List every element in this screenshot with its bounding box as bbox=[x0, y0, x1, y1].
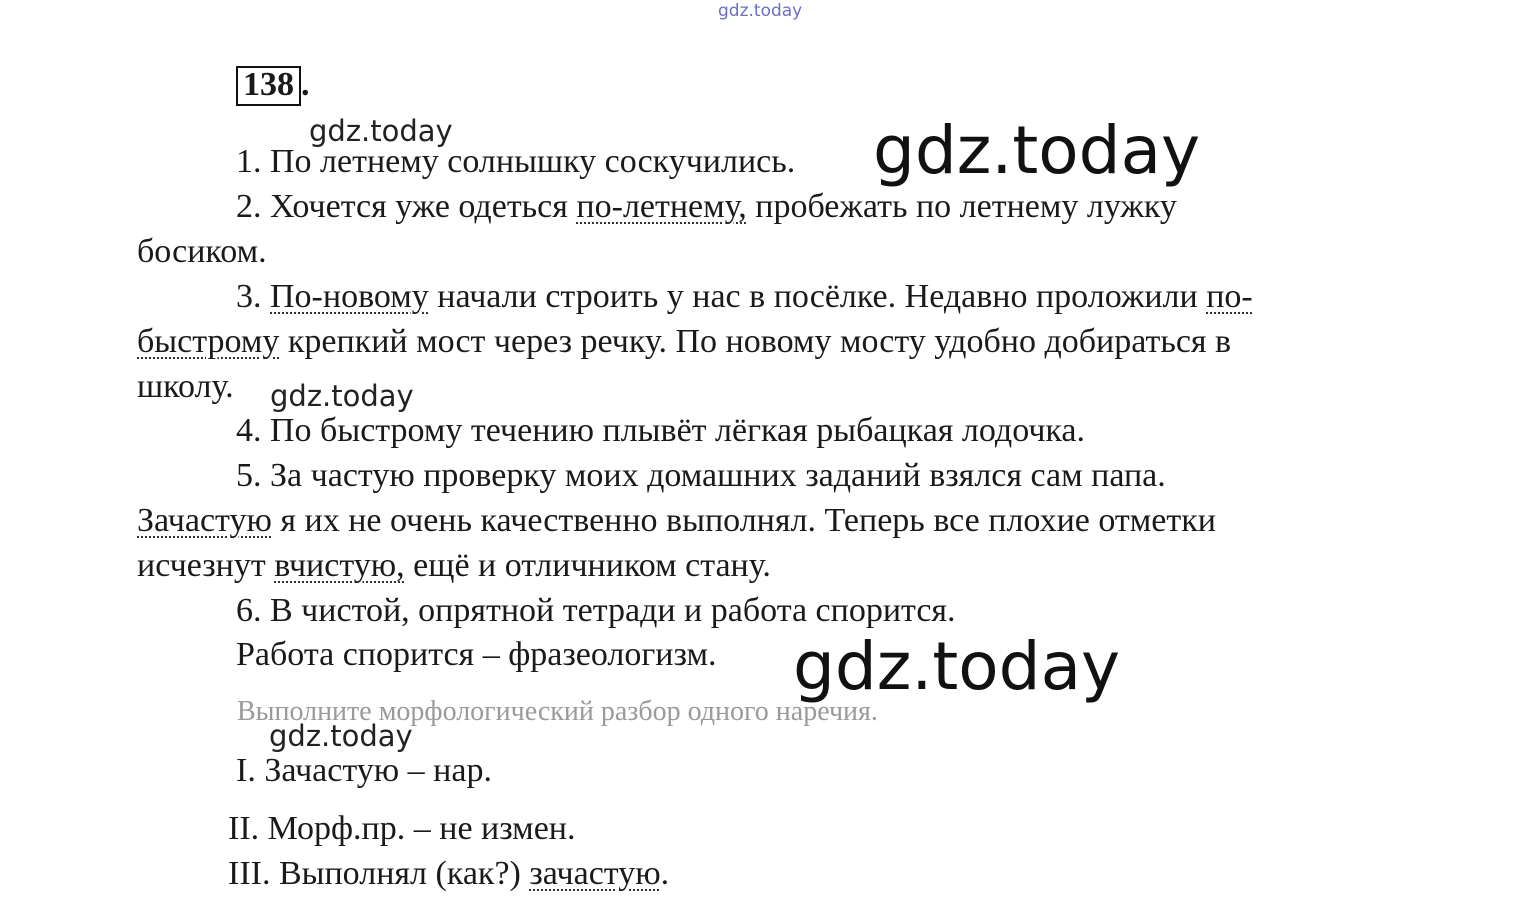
adverb-underlined: быстрому bbox=[137, 323, 280, 360]
text-line-8: 5. За частую проверку моих домашних заданий взялся сам папа. bbox=[236, 457, 1166, 494]
text-line-2: 2. Хочется уже одеться по-летнему, пробежать по летнему лужку bbox=[236, 188, 1177, 225]
exercise-number-box: 138 bbox=[236, 66, 301, 106]
adverb-underlined: зачастую bbox=[529, 855, 661, 892]
exercise-number: 138 . bbox=[236, 66, 310, 106]
watermark-top: gdz.today bbox=[718, 1, 803, 21]
parse-step-1: I. Зачастую – нар. bbox=[236, 752, 492, 789]
watermark: gdz.today bbox=[270, 379, 414, 413]
text-line-11: 6. В чистой, опрятной тетради и работа спорится. bbox=[236, 592, 956, 629]
text-line-4: 3. По-новому начали строить у нас в посёлке. Недавно проложили по- bbox=[236, 278, 1253, 315]
adverb-underlined: по-летнему, bbox=[576, 188, 747, 225]
task-instruction: Выполните морфологический разбор одного наречия. bbox=[237, 696, 878, 727]
watermark: gdz.today bbox=[269, 719, 413, 753]
watermark: gdz.today bbox=[309, 114, 453, 148]
watermark-large: gdz.today bbox=[873, 112, 1201, 189]
adverb-underlined: вчистую, bbox=[274, 547, 405, 584]
adverb-underlined: Зачастую bbox=[137, 502, 272, 539]
text-line-9: Зачастую я их не очень качественно выполнял. Теперь все плохие отметки bbox=[137, 502, 1216, 539]
adverb-underlined: По-новому bbox=[270, 278, 429, 315]
parse-step-2: II. Морф.пр. – не измен. bbox=[228, 810, 576, 847]
text-line-7: 4. По быстрому течению плывёт лёгкая рыбацкая лодочка. bbox=[236, 412, 1086, 449]
text-line-3: босиком. bbox=[137, 233, 267, 270]
text-line-10: исчезнут вчистую, ещё и отличником стану. bbox=[137, 547, 771, 584]
parse-step-3: III. Выполнял (как?) зачастую. bbox=[228, 855, 670, 892]
text-line-5: быстрому крепкий мост через речку. По новому мосту удобно добираться в bbox=[137, 323, 1232, 360]
text-line-6: школу. bbox=[137, 368, 234, 405]
text-line-1: 1. По летнему солнышку соскучились. bbox=[236, 143, 796, 180]
adverb-underlined: по- bbox=[1206, 278, 1253, 315]
watermark-large: gdz.today bbox=[793, 628, 1121, 705]
text-line-12: Работа спорится – фразеологизм. bbox=[236, 636, 717, 673]
